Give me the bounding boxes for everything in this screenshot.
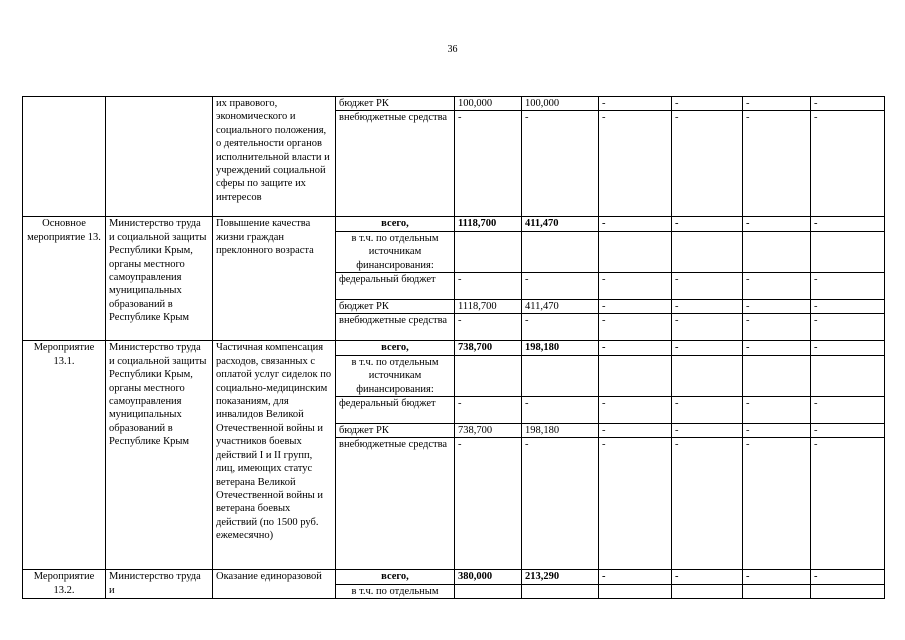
- amount-cell: -: [599, 300, 672, 314]
- amount-cell: -: [743, 273, 811, 300]
- amount-cell: -: [672, 438, 743, 570]
- amount-cell: 411,470: [522, 300, 599, 314]
- amount-cell: -: [455, 273, 522, 300]
- amount-cell: -: [811, 111, 885, 217]
- amount-cell: -: [522, 314, 599, 341]
- amount-cell: -: [811, 314, 885, 341]
- amount-cell: -: [672, 111, 743, 217]
- amount-cell: [672, 355, 743, 396]
- measure-description: Повышение качества жизни граждан преклонного возраста: [213, 217, 336, 341]
- amount-cell: [455, 231, 522, 272]
- amount-cell: [811, 231, 885, 272]
- amount-cell: [522, 584, 599, 598]
- amount-cell: -: [599, 273, 672, 300]
- responsible-executor: Министерство труда и: [106, 570, 213, 599]
- amount-cell: -: [811, 97, 885, 111]
- amount-cell: 380,000: [455, 570, 522, 584]
- funding-source: федеральный бюджет: [336, 397, 455, 424]
- amount-cell: -: [743, 438, 811, 570]
- responsible-executor: Министерство труда и социальной защиты Республики Крым, органы местного самоуправления муниципальных образований в Республике Крым: [106, 341, 213, 570]
- amount-cell: -: [672, 300, 743, 314]
- measure-code: Основное мероприятие 13.: [23, 217, 106, 341]
- amount-cell: [522, 231, 599, 272]
- amount-cell: -: [599, 570, 672, 584]
- amount-cell: -: [522, 438, 599, 570]
- amount-cell: -: [743, 570, 811, 584]
- amount-cell: -: [811, 217, 885, 231]
- amount-cell: -: [455, 111, 522, 217]
- amount-cell: 198,180: [522, 341, 599, 355]
- amount-cell: [811, 355, 885, 396]
- table-row: [23, 97, 885, 111]
- amount-cell: 738,700: [455, 341, 522, 355]
- funding-source: внебюджетные средства: [336, 438, 455, 570]
- amount-cell: -: [599, 424, 672, 438]
- amount-cell: -: [599, 97, 672, 111]
- amount-cell: -: [743, 341, 811, 355]
- measure-description: их правового, экономического и социального положения, о деятельности органов исполнительной власти и учреждений социальной сферы по защите их интересов: [213, 97, 336, 217]
- amount-cell: [743, 584, 811, 598]
- amount-cell: 198,180: [522, 424, 599, 438]
- amount-cell: -: [599, 397, 672, 424]
- funding-source: в т.ч. по отдельным источникам финансирования:: [336, 231, 455, 272]
- amount-cell: [743, 231, 811, 272]
- amount-cell: -: [743, 314, 811, 341]
- amount-cell: 738,700: [455, 424, 522, 438]
- amount-cell: [455, 584, 522, 598]
- measure-description: Оказание единоразовой: [213, 570, 336, 599]
- amount-cell: -: [743, 111, 811, 217]
- funding-source: федеральный бюджет: [336, 273, 455, 300]
- amount-cell: 411,470: [522, 217, 599, 231]
- amount-cell: 213,290: [522, 570, 599, 584]
- amount-cell: -: [811, 438, 885, 570]
- amount-cell: [599, 584, 672, 598]
- amount-cell: [455, 355, 522, 396]
- amount-cell: -: [599, 341, 672, 355]
- amount-cell: -: [522, 111, 599, 217]
- amount-cell: -: [672, 273, 743, 300]
- amount-cell: -: [672, 341, 743, 355]
- amount-cell: -: [811, 300, 885, 314]
- funding-source: в т.ч. по отдельным: [336, 584, 455, 598]
- amount-cell: -: [672, 217, 743, 231]
- amount-cell: -: [672, 314, 743, 341]
- amount-cell: [811, 584, 885, 598]
- amount-cell: -: [743, 424, 811, 438]
- amount-cell: -: [743, 300, 811, 314]
- amount-cell: -: [811, 424, 885, 438]
- funding-source: внебюджетные средства: [336, 111, 455, 217]
- amount-cell: 100,000: [455, 97, 522, 111]
- amount-cell: -: [811, 341, 885, 355]
- page-number: 36: [447, 44, 458, 55]
- table-row: [23, 570, 885, 584]
- table-body: [23, 97, 885, 599]
- funding-source: внебюджетные средства: [336, 314, 455, 341]
- amount-cell: -: [455, 397, 522, 424]
- funding-source: всего,: [336, 341, 455, 355]
- amount-cell: -: [599, 111, 672, 217]
- amount-cell: -: [743, 397, 811, 424]
- measure-code: Мероприятие 13.1.: [23, 341, 106, 570]
- funding-source: в т.ч. по отдельным источникам финансирования:: [336, 355, 455, 396]
- amount-cell: -: [522, 273, 599, 300]
- amount-cell: -: [672, 97, 743, 111]
- amount-cell: -: [743, 97, 811, 111]
- measure-description: Частичная компенсация расходов, связанных с оплатой услуг сиделок по социально-медицинским показаниям, для инвалидов Великой Отечественной войны и участников боевых действий I и II групп, лиц, имеющих статус ветерана Великой Отечественной войны и ветерана боевых действий (по 1500 руб. ежемесячно): [213, 341, 336, 570]
- amount-cell: [599, 355, 672, 396]
- funding-source: бюджет РК: [336, 300, 455, 314]
- amount-cell: 100,000: [522, 97, 599, 111]
- amount-cell: -: [672, 570, 743, 584]
- amount-cell: -: [672, 397, 743, 424]
- amount-cell: -: [743, 217, 811, 231]
- amount-cell: -: [455, 438, 522, 570]
- table-row: [23, 341, 885, 355]
- amount-cell: -: [811, 397, 885, 424]
- amount-cell: -: [599, 217, 672, 231]
- table-row: [23, 217, 885, 231]
- amount-cell: -: [455, 314, 522, 341]
- funding-source: всего,: [336, 217, 455, 231]
- amount-cell: -: [599, 438, 672, 570]
- amount-cell: [522, 355, 599, 396]
- amount-cell: [672, 231, 743, 272]
- amount-cell: 1118,700: [455, 300, 522, 314]
- measure-code: Мероприятие 13.2.: [23, 570, 106, 599]
- amount-cell: [599, 231, 672, 272]
- amount-cell: [672, 584, 743, 598]
- amount-cell: [743, 355, 811, 396]
- amount-cell: -: [522, 397, 599, 424]
- amount-cell: -: [811, 273, 885, 300]
- funding-source: бюджет РК: [336, 424, 455, 438]
- funding-source: бюджет РК: [336, 97, 455, 111]
- responsible-executor: [106, 97, 213, 217]
- budget-table: [22, 96, 885, 599]
- amount-cell: -: [811, 570, 885, 584]
- amount-cell: 1118,700: [455, 217, 522, 231]
- amount-cell: -: [599, 314, 672, 341]
- amount-cell: -: [672, 424, 743, 438]
- funding-source: всего,: [336, 570, 455, 584]
- measure-code: [23, 97, 106, 217]
- responsible-executor: Министерство труда и социальной защиты Республики Крым, органы местного самоуправления муниципальных образований в Республике Крым: [106, 217, 213, 341]
